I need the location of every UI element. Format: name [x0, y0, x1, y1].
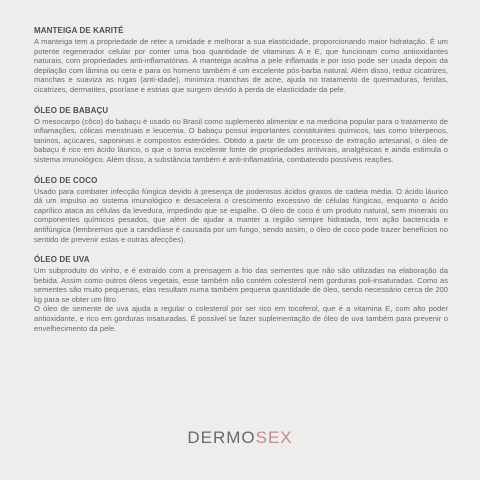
section-heading: MANTEIGA DE KARITÉ [34, 26, 124, 35]
section-body: A manteiga tem a propriedade de reter a umidade e melhorar a sua elasticidade, proporcionando maior hidratação. É um potente regenerador celular por conter uma boa quantidade de vitaminas A e E, que funcionam como antioxidantes naturais, com propriedades anti-inflamatórias. A manteiga acalma a pele inflamada e por isso pode ser usada depois da depilação com lâmina ou cera e para os homens também é um excelente pós-barba natural. Além disso, reduz cicatrizes, manchas e suaviza as rugas (anti-idade), minimiza manchas de acne, ajuda no tratamento de queimaduras, feridas, cicatrizes, dermatites, psoríase e estrias que surgem devido à perda de elasticidade da pele. [34, 37, 448, 94]
section-body: Usado para combater infecção fúngica devido à presença de poderosos ácidos graxos de cadeia média. O ácido láurico dá um impulso ao sistema imunológico e desacelera o crescimento excessivo de células fúngicas, enquanto o ácido caprílico ataca as células da levedura, impedindo que se espalhe. O óleo de coco é um produto natural, sem minerais ou componentes químicos pesados, que além de ajudar a manter a região sempre hidratada, tem ação bactericida e antifúngica (lembremos que a candidíase é causada por um fungo, sendo assim, o óleo de coco pode trazer benefícios no sentido de prevenir estas e outras afecções). [34, 186, 448, 244]
document-content [34, 26, 448, 344]
section-oleo-uva [34, 255, 448, 333]
section-oleo-coco [34, 176, 448, 245]
section-heading: ÓLEO DE COCO [34, 175, 98, 185]
section-body: Um subproduto do vinho, e é extraído com a prensagem a frio das sementes que não são utilizadas na elaboração da bebida. Assim como outros óleos vegetais, esse também não contém colesterol nem gorduras poli-insaturadas. Como as sementes são muito pequenas, elas resultam numa também pequena quantidade de óleo, sendo necessário cerca de 200 kg para se obter um litro. O óleo de semente de uva ajuda a regular o colesterol por ser rico em tocoferol, que é a vitamina E, com alto poder antioxidante, e rico em gorduras insaturadas. É possível se fazer suplementação de óleo de uva também para prevenir o envelhecimento da pele. [34, 266, 448, 333]
logo-part-sex: SEX [255, 428, 293, 447]
section-heading: ÓLEO DE UVA [34, 255, 90, 265]
section-heading: ÓLEO DE BABAÇU [34, 105, 109, 115]
logo-part-dermo: DERMO [187, 428, 256, 447]
section-manteiga-karite [34, 26, 448, 95]
brand-logo [0, 428, 480, 448]
section-oleo-babacu [34, 106, 448, 165]
section-body: O mesocarpo (côco) do babaçu é usado no Brasil como suplemento alimentar e na medicina popular para o tratamento de inflamações, cólicas menstruais e leucemia. O babaçu possui importantes constituintes químicos, tais como triterpenos, taninos, açúcares, saponinas e compostos esteróides. Obtido a partir de um processo de extração artesanal, o óleo de babaçu é rico em ácido láurico, o que o torna excelente fonte de propriedades antivirais, analgésicas e ainda estimula o sistema imunológico. Além disso, a substância também é anti-inflamatória, combatendo possíveis reações. [34, 116, 448, 164]
